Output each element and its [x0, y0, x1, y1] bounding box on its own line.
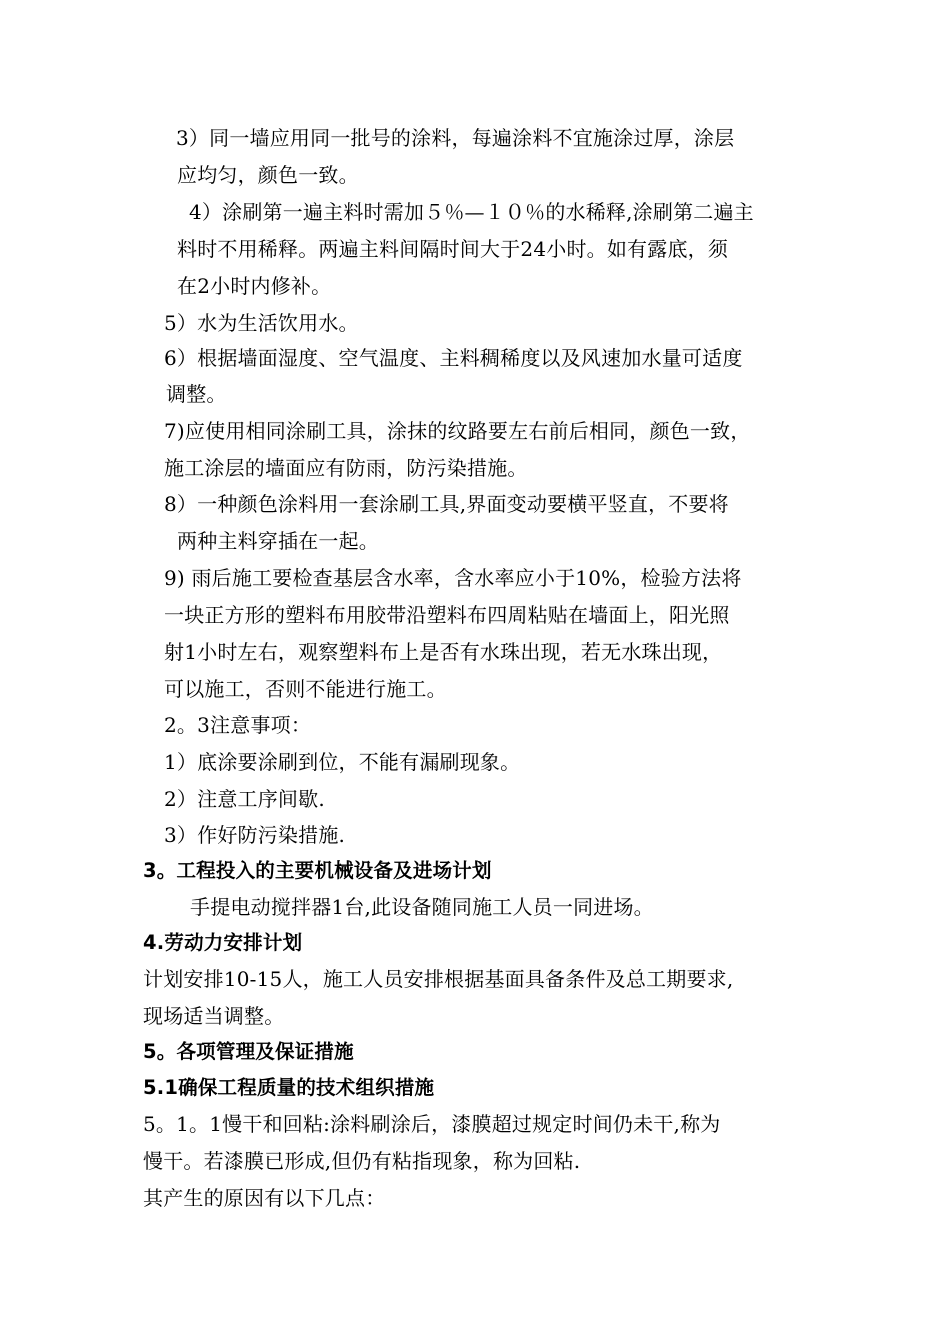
paragraph-5-1-1-line-3: 其产生的原因有以下几点： — [143, 1186, 386, 1210]
item-8-line-2: 两种主料穿插在一起。 — [177, 529, 379, 553]
section-5-heading: 5。各项管理及保证措施 — [143, 1040, 354, 1063]
note-3: 3）作好防污染措施. — [164, 823, 346, 847]
section-4-heading: 4.劳动力安排计划 — [143, 931, 303, 954]
item-3-line-1: 3）同一墙应用同一批号的涂料，每遍涂料不宜施涂过厚，涂层 — [176, 126, 735, 150]
item-9-line-1: 9) 雨后施工要检查基层含水率，含水率应小于10%，检验方法将 — [164, 566, 742, 590]
item-6-line-2: 调整。 — [166, 382, 227, 406]
item-9-line-3: 射1小时左右，观察塑料布上是否有水珠出现，若无水珠出现， — [164, 640, 723, 664]
note-2: 2）注意工序间歇. — [164, 787, 325, 811]
item-8-line-1: 8）一种颜色涂料用一套涂刷工具,界面变动要横平竖直，不要将 — [164, 492, 729, 516]
item-9-line-2: 一块正方形的塑料布用胶带沿塑料布四周粘贴在墙面上，阳光照 — [164, 603, 730, 627]
note-1: 1）底涂要涂刷到位，不能有漏刷现象。 — [164, 750, 521, 774]
section-5-1-heading: 5.1确保工程质量的技术组织措施 — [143, 1076, 435, 1099]
item-4-line-2: 料时不用稀释。两遍主料间隔时间大于24小时。如有露底，须 — [177, 237, 729, 261]
item-7-line-2: 施工涂层的墙面应有防雨，防污染措施。 — [164, 456, 528, 480]
paragraph-5-1-1-line-2: 慢干。若漆膜已形成,但仍有粘指现象，称为回粘. — [143, 1149, 581, 1173]
labor-line-2: 现场适当调整。 — [143, 1004, 285, 1028]
item-9-line-4: 可以施工，否则不能进行施工。 — [164, 677, 447, 701]
item-3-line-2: 应均匀，颜色一致。 — [177, 163, 359, 187]
item-5-line-1: 5）水为生活饮用水。 — [164, 311, 359, 335]
section-3-heading: 3。工程投入的主要机械设备及进场计划 — [143, 859, 492, 882]
equipment-line: 手提电动搅拌器1台,此设备随同施工人员一同进场。 — [190, 895, 654, 919]
item-4-line-1: 4）涂刷第一遍主料时需加５％—１０％的水稀释,涂刷第二遍主 — [189, 200, 754, 224]
item-4-line-3: 在2小时内修补。 — [177, 274, 332, 298]
labor-line-1: 计划安排10-15人，施工人员安排根据基面具备条件及总工期要求, — [143, 967, 734, 991]
paragraph-5-1-1-line-1: 5。1。1慢干和回粘:涂料刷涂后，漆膜超过规定时间仍未干,称为 — [143, 1112, 721, 1136]
item-7-line-1: 7)应使用相同涂刷工具，涂抹的纹路要左右前后相同，颜色一致， — [164, 419, 751, 443]
subsection-2-3-heading: 2。3注意事项： — [164, 713, 312, 737]
item-6-line-1: 6）根据墙面湿度、空气温度、主料稠稀度以及风速加水量可适度 — [164, 346, 743, 370]
